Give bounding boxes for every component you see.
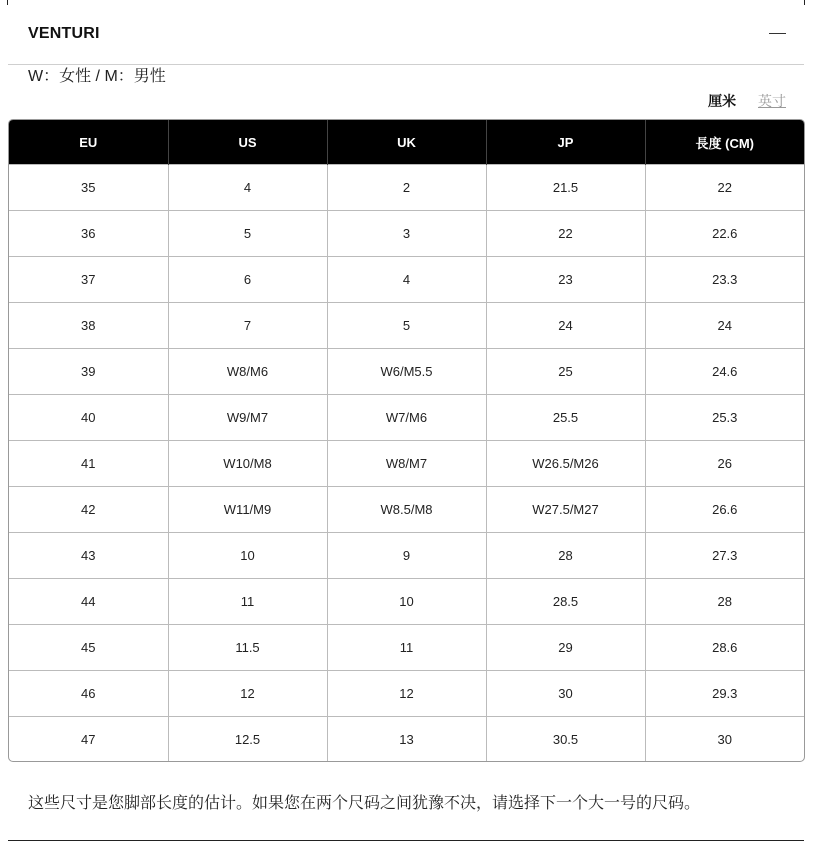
table-row — [9, 717, 804, 763]
column-header: US — [168, 120, 327, 165]
table-cell: 40 — [9, 395, 168, 441]
table-cell: 25.5 — [486, 395, 645, 441]
table-cell: 25.3 — [645, 395, 804, 441]
table-cell: 36 — [9, 211, 168, 257]
table-row — [9, 487, 804, 533]
table-cell: 35 — [9, 165, 168, 211]
table-cell: 24.6 — [645, 349, 804, 395]
table-cell: 30 — [645, 717, 804, 763]
table-row — [9, 211, 804, 257]
table-header-row — [9, 120, 804, 165]
table-row — [9, 579, 804, 625]
table-cell: W8/M7 — [327, 441, 486, 487]
table-cell: 22.6 — [645, 211, 804, 257]
table-cell: 28.6 — [645, 625, 804, 671]
table-cell: W6/M5.5 — [327, 349, 486, 395]
table-cell: 5 — [327, 303, 486, 349]
table-cell: 44 — [9, 579, 168, 625]
table-cell: 29 — [486, 625, 645, 671]
table-row — [9, 165, 804, 211]
table-cell: 2 — [327, 165, 486, 211]
table-cell: 11 — [168, 579, 327, 625]
table-cell: W27.5/M27 — [486, 487, 645, 533]
unit-inch-option[interactable]: 英寸 — [758, 93, 786, 109]
table-row — [9, 349, 804, 395]
table-cell: 30 — [486, 671, 645, 717]
table-row — [9, 395, 804, 441]
table-cell: 43 — [9, 533, 168, 579]
table-cell: W7/M6 — [327, 395, 486, 441]
table-cell: 22 — [486, 211, 645, 257]
table-cell: 6 — [168, 257, 327, 303]
size-chart-table — [8, 119, 805, 762]
product-title: VENTURI — [28, 25, 100, 42]
table-cell: 4 — [168, 165, 327, 211]
table-cell: 23.3 — [645, 257, 804, 303]
table-cell: 13 — [327, 717, 486, 763]
table-row — [9, 625, 804, 671]
table-cell: 11.5 — [168, 625, 327, 671]
table-cell: 28 — [486, 533, 645, 579]
table-row — [9, 303, 804, 349]
accordion-header[interactable] — [8, 6, 804, 65]
table-cell: 39 — [9, 349, 168, 395]
column-header: JP — [486, 120, 645, 165]
unit-cm-option[interactable]: 厘米 — [708, 93, 737, 109]
table-cell: 47 — [9, 717, 168, 763]
size-advice-note: 这些尺寸是您脚部长度的估计。如果您在两个尺码之间犹豫不决，请选择下一个大一号的尺码。 — [28, 795, 701, 812]
table-cell: 28.5 — [486, 579, 645, 625]
table-cell: 26.6 — [645, 487, 804, 533]
collapse-icon[interactable] — [769, 33, 786, 34]
table-cell: 10 — [168, 533, 327, 579]
table-cell: W8.5/M8 — [327, 487, 486, 533]
table-row — [9, 533, 804, 579]
table-cell: 4 — [327, 257, 486, 303]
table-row — [9, 257, 804, 303]
table-cell: 42 — [9, 487, 168, 533]
table-cell: 10 — [327, 579, 486, 625]
unit-toggle — [690, 91, 786, 111]
table-cell: W26.5/M26 — [486, 441, 645, 487]
table-cell: 30.5 — [486, 717, 645, 763]
table-cell: 12 — [327, 671, 486, 717]
top-border — [7, 0, 805, 5]
table-cell: 27.3 — [645, 533, 804, 579]
table-cell: 22 — [645, 165, 804, 211]
table-cell: W11/M9 — [168, 487, 327, 533]
table-cell: 23 — [486, 257, 645, 303]
table-cell: 5 — [168, 211, 327, 257]
table-cell: 12 — [168, 671, 327, 717]
table-cell: W8/M6 — [168, 349, 327, 395]
table-cell: 24 — [486, 303, 645, 349]
table-cell: 12.5 — [168, 717, 327, 763]
table-cell: 46 — [9, 671, 168, 717]
column-header: 長度 (CM) — [645, 120, 804, 165]
table-cell: 3 — [327, 211, 486, 257]
table-row — [9, 671, 804, 717]
gender-legend: W：女性 / M：男性 — [28, 68, 166, 85]
table-cell: 45 — [9, 625, 168, 671]
table-cell: 11 — [327, 625, 486, 671]
table-cell: 38 — [9, 303, 168, 349]
bottom-divider — [8, 840, 804, 841]
table-cell: 29.3 — [645, 671, 804, 717]
table-cell: 37 — [9, 257, 168, 303]
table-cell: 25 — [486, 349, 645, 395]
table-cell: 21.5 — [486, 165, 645, 211]
table-cell: W9/M7 — [168, 395, 327, 441]
table-cell: W10/M8 — [168, 441, 327, 487]
column-header: EU — [9, 120, 168, 165]
table-cell: 24 — [645, 303, 804, 349]
table-cell: 9 — [327, 533, 486, 579]
table-cell: 41 — [9, 441, 168, 487]
column-header: UK — [327, 120, 486, 165]
table-cell: 7 — [168, 303, 327, 349]
table-cell: 26 — [645, 441, 804, 487]
table-row — [9, 441, 804, 487]
table-cell: 28 — [645, 579, 804, 625]
